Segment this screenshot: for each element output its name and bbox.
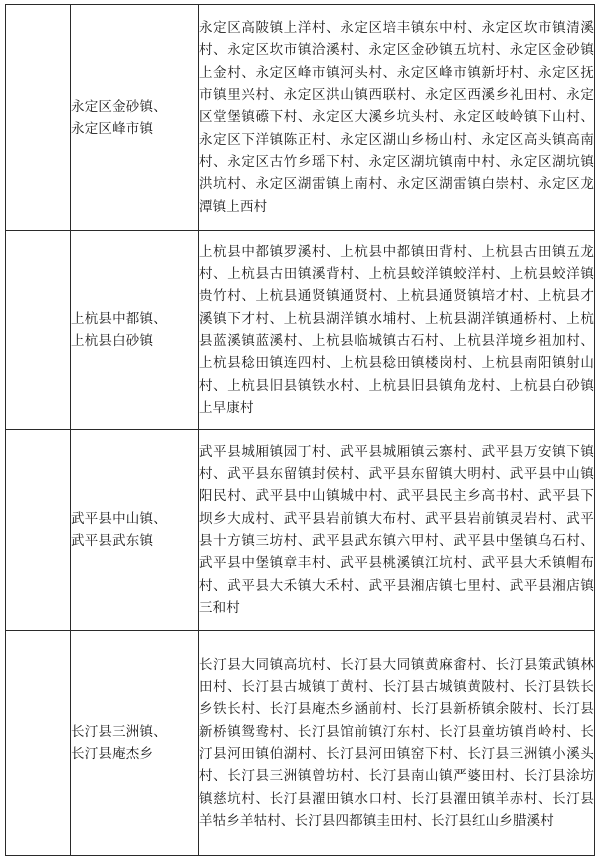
town-cell — [71, 631, 199, 856]
village-list-cell: 长汀县大同镇高坑村、长汀县大同镇黄麻畬村、长汀县策武镇林田村、长汀县古城镇丁黄村、长汀县古城镇黄陂村、长汀县铁长乡铁长村、长汀县庵杰乡涵前村、长汀县新桥镇余陂村、长汀县新桥镇鸳鸯村、长汀县馆前镇汀东村、长汀县童坊镇肖岭村、长汀县河田镇伯湖村、长汀县河田镇窑下村、长汀县三洲镇小溪头村、长汀县三洲镇曾坊村、长汀县南山镇严婆田村、长汀县涂坊镇慈坑村、长汀县濯田镇水口村、长汀县濯田镇羊赤村、长汀县羊牯乡羊牯村、长汀县四都镇圭田村、长汀县红山乡腊溪村 — [199, 631, 595, 856]
village-list-cell: 永定区高陂镇上洋村、永定区培丰镇东中村、永定区坎市镇清溪村、永定区坎市镇洽溪村、永定区金砂镇五坑村、永定区金砂镇上金村、永定区峰市镇河头村、永定区峰市镇新圩村、永定区抚市镇里兴村、永定区洪山镇西联村、永定区西溪乡礼田村、永定区堂堡镇礤下村、永定区大溪乡坑头村、永定区岐岭镇下山村、永定区下洋镇陈正村、永定区湖山乡杨山村、永定区高头镇高南村、永定区古竹乡瑶下村、永定区湖坑镇南中村、永定区湖坑镇洪坑村、永定区湖雷镇上南村、永定区湖雷镇白崇村、永定区龙潭镇上西村 — [199, 5, 595, 231]
town-cell — [71, 231, 199, 430]
town-name: 永定区金砂镇、 — [71, 98, 167, 115]
town-name: 长汀县三洲镇、 — [71, 724, 167, 740]
table-row — [6, 231, 595, 430]
town-name: 武平县中山镇、 — [71, 511, 167, 527]
town-name: 上杭县中都镇、 — [71, 311, 167, 327]
town-cell — [71, 5, 199, 231]
index-cell — [6, 5, 71, 231]
village-list-cell: 上杭县中都镇罗溪村、上杭县中都镇田背村、上杭县古田镇五龙村、上杭县古田镇溪背村、上杭县蛟洋镇蛟洋村、上杭县蛟洋镇贵竹村、上杭县通贤镇通贤村、上杭县通贤镇培才村、上杭县才溪镇下才村、上杭县湖洋镇水埔村、上杭县湖洋镇通桥村、上杭县蓝溪镇蓝溪村、上杭县临城镇古石村、上杭县洋境乡祖加村、上杭县稔田镇连四村、上杭县稔田镇楼岗村、上杭县南阳镇射山村、上杭县旧县镇铁水村、上杭县旧县镇角龙村、上杭县白砂镇上早康村 — [199, 231, 595, 430]
table-row — [6, 430, 595, 631]
village-list-table — [5, 4, 595, 856]
town-name: 长汀县庵杰乡 — [71, 746, 154, 762]
village-list-cell: 武平县城厢镇园丁村、武平县城厢镇云寨村、武平县万安镇下镇村、武平县东留镇封侯村、武平县东留镇大明村、武平县中山镇阳民村、武平县中山镇城中村、武平县民主乡高书村、武平县下坝乡大成村、武平县岩前镇大布村、武平县岩前镇灵岩村、武平县十方镇三坊村、武平县武东镇六甲村、武平县中堡镇乌石村、武平县中堡镇章丰村、武平县桃溪镇江坑村、武平县大禾镇帽布村、武平县大禾镇大禾村、武平县湘店镇七里村、武平县湘店镇三和村 — [199, 430, 595, 631]
table-row — [6, 5, 595, 231]
town-name: 武平县武东镇 — [71, 533, 154, 549]
index-cell — [6, 631, 71, 856]
index-cell — [6, 231, 71, 430]
table-row — [6, 631, 595, 856]
town-cell — [71, 430, 199, 631]
town-name: 永定区峰市镇 — [71, 120, 154, 137]
town-name: 上杭县白砂镇 — [71, 333, 154, 349]
index-cell — [6, 430, 71, 631]
